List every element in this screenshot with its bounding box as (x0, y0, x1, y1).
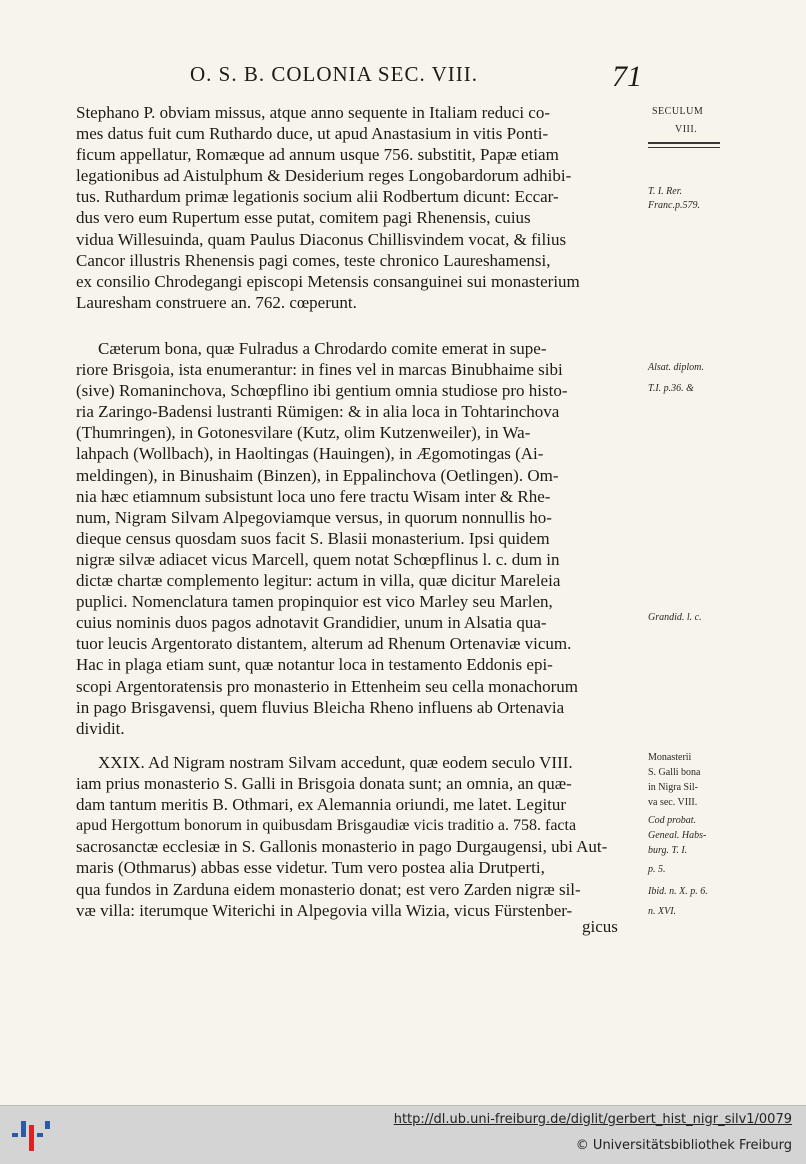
copyright-notice: © Universitätsbibliothek Freiburg (575, 1138, 792, 1153)
text-line: ria Zaringo-Badensi lustranti Rümigen: & in alia loca in Tohtarinchova (76, 402, 560, 422)
margin-note-1a: T. I. Rer. (648, 186, 682, 197)
text-line: tuor leucis Argentorato distantem, alterum ad Rhenum Ortenaviæ vicum. (76, 634, 572, 654)
text-line: apud Hergottum bonorum in quibusdam Brisgaudiæ vicis traditio a. 758. facta (76, 817, 577, 835)
text-line: dam tantum meritis B. Othmari, ex Alemannia oriundi, me latet. Legitur (76, 795, 567, 815)
paragraph-1 (76, 102, 644, 313)
permalink-url[interactable]: http://dl.ub.uni-freiburg.de/diglit/gerbert_hist_nigr_silv1/0079 (393, 1112, 792, 1127)
text-line: mes datus fuit cum Ruthardo duce, ut apud Anastasium in vitis Ponti- (76, 124, 549, 144)
text-line: dieque census quosdam suos facit S. Blasii monasterium. Ipsi quidem (76, 528, 550, 548)
text-line: Cæterum bona, quæ Fulradus a Chrodardo comite emerat in supe- (98, 339, 547, 358)
text-line: Lauresham construere an. 762. cœperunt. (76, 292, 357, 312)
margin-seculum-number: VIII. (675, 124, 698, 135)
text-line: Hac in plaga etiam sunt, quæ notantur loca in testamento Eddonis epi- (76, 655, 553, 675)
text-line: nigræ silvæ adiacet vicus Marcell, quem notat Schœpflinus l. c. dum in (76, 549, 560, 569)
text-line: cuius nominis duos pagos adnotavit Grandidier, unum in Alsatia qua- (76, 613, 547, 633)
page-number: 71 (612, 60, 642, 93)
margin-note-4d: va sec. VIII. (648, 797, 698, 808)
text-line: XXIX. Ad Nigram nostram Silvam accedunt, quæ eodem seculo VIII. (98, 753, 573, 772)
text-line: sacrosanctæ ecclesiæ in S. Gallonis monasterio in pago Durgaugensi, ubi Aut- (76, 837, 608, 857)
margin-note-2a: Alsat. diplom. (648, 362, 704, 373)
text-line: ficum appellatur, Romæque ad annum usque 756. substitit, Papæ etiam (76, 145, 559, 165)
text-line: maris (Othmarus) abbas esse videtur. Tum vero postea alia Drutperti, (76, 858, 545, 878)
margin-note-3: Grandid. l. c. (648, 612, 702, 623)
margin-rule (648, 142, 720, 144)
page-header (0, 60, 806, 96)
margin-note-5b: Geneal. Habs- (648, 830, 707, 841)
text-line: scopi Argentoratensis pro monasterio in Ettenheim seu cella monachorum (76, 676, 579, 696)
paragraph-3 (76, 752, 644, 921)
text-line: dividit. (76, 718, 125, 738)
margin-note-5c: burg. T. I. (648, 845, 688, 856)
text-line: Stephano P. obviam missus, atque anno sequente in Italiam reduci co- (76, 103, 551, 122)
text-line: puplici. Nomenclatura tamen propinquior est vico Marley seu Marlen, (76, 592, 553, 612)
margin-note-4b: S. Galli bona (648, 767, 701, 778)
viewer-footer (0, 1105, 806, 1164)
text-line: Cancor illustris Rhenensis pagi comes, teste chronico Laureshamensi, (76, 250, 551, 270)
margin-note-4a: Monasterii (648, 752, 692, 763)
margin-rule (648, 147, 720, 148)
text-line: dus vero eum Rupertum esse putat, comitem pagi Rhenensis, cuius (76, 208, 531, 228)
text-line: num, Nigram Silvam Alpegoviamque versus, in quorum nonnullis ho- (76, 507, 552, 527)
margin-note-6b: n. XVI. (648, 906, 677, 917)
text-line: in pago Brisgavensi, quem fluvius Bleicha Rheno influens ab Ortenavia (76, 697, 565, 717)
text-line: (sive) Romaninchova, Schœpflino ibi gentium omnia studiose pro histo- (76, 381, 568, 401)
text-line: væ villa: iterumque Witerichi in Alpegovia villa Wizia, vicus Fürstenber- (76, 900, 573, 920)
text-line: dictæ chartæ complemento legitur: actum in villa, quæ dicitur Mareleia (76, 571, 561, 591)
text-line: riore Brisgoia, ista enumerantur: in fines vel in marcas Binubhaime sibi (76, 360, 563, 380)
margin-seculum: SECULUM (652, 106, 704, 117)
margin-note-1b: Franc.p.579. (648, 200, 700, 211)
text-line: nia hæc etiamnum subsistunt loca uno fere tractu Wisam inter & Rhe- (76, 486, 551, 506)
text-line: iam prius monasterio S. Galli in Brisgoia donata sunt; an omnia, an quæ- (76, 774, 572, 794)
text-line: qua fundos in Zarduna eidem monasterio donat; est vero Zarden nigræ sil- (76, 879, 581, 899)
paragraph-2 (76, 338, 644, 739)
text-line: lahpach (Wollbach), in Haoltingas (Hauingen), in Ægomotingas (Ai- (76, 444, 544, 464)
text-line: meldingen), in Binushaim (Binzen), in Eppalinchova (Oetlingen). Om- (76, 465, 559, 485)
running-title: O. S. B. COLONIA SEC. VIII. (190, 62, 478, 86)
margin-note-5d: p. 5. (648, 864, 666, 875)
text-line: legationibus ad Aistulphum & Desiderium reges Longobardorum adhibi- (76, 166, 572, 186)
library-logo-icon (12, 1117, 52, 1153)
text-line: tus. Ruthardum primæ legationis socium alii Rodbertum dicunt: Eccar- (76, 187, 559, 207)
margin-note-4c: in Nigra Sil- (648, 782, 698, 793)
margin-note-2b: T.I. p.36. & (648, 383, 694, 394)
text-line: (Thumringen), in Gotonesvilare (Kutz, olim Kutzenweiler), in Wa- (76, 423, 531, 443)
catchword: gicus (582, 917, 618, 936)
margin-note-6a: Ibid. n. X. p. 6. (648, 886, 708, 897)
margin-note-5a: Cod probat. (648, 815, 696, 826)
text-line: ex consilio Chrodegangi episcopi Metensis consanguinei sui monasterium (76, 271, 580, 291)
text-line: vidua Willesuinda, quam Paulus Diaconus Chillisvindem vocat, & filius (76, 229, 567, 249)
